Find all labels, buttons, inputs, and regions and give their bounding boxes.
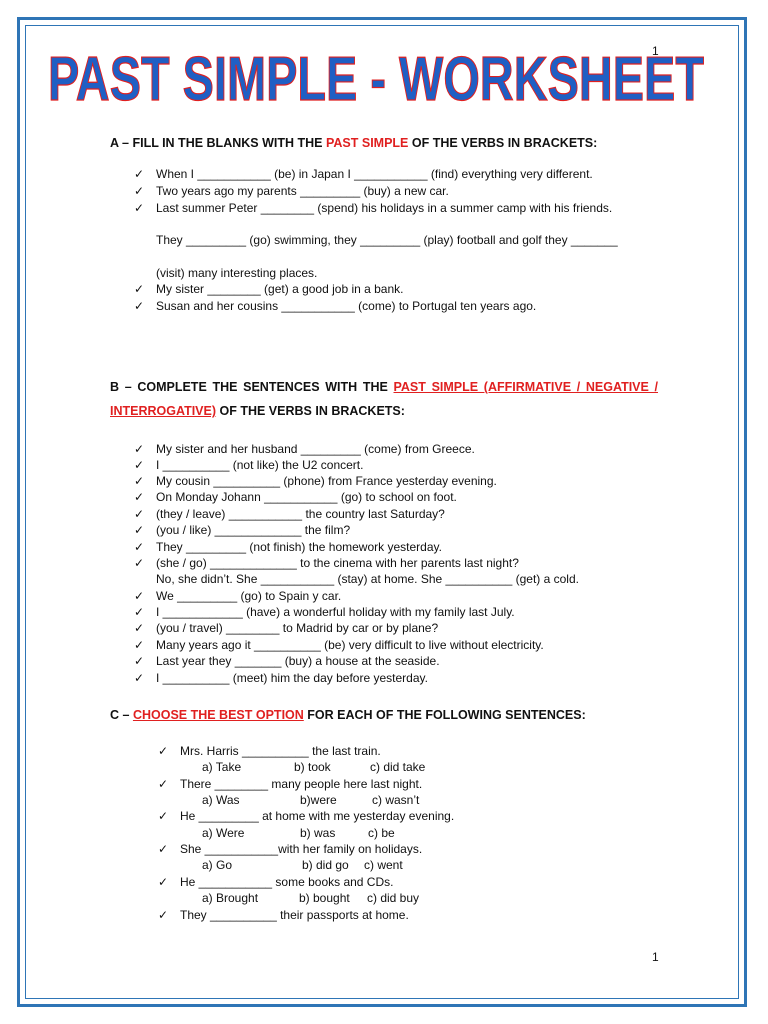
question: Mrs. Harris __________ the last train. [180,744,381,758]
title-text: PAST SIMPLE - WORKSHEET [48,50,705,106]
check-icon: ✓ [134,442,145,456]
check-icon: ✓ [134,458,145,472]
list-item-continuation: (visit) many interesting places. [156,266,318,280]
option-c: c) went [364,858,403,872]
option-c: c) did take [370,760,426,774]
question: She ___________with her family on holidays. [180,842,423,856]
section-a-highlight: PAST SIMPLE [325,136,409,150]
page-number-bottom: 1 [652,950,659,964]
check-icon: ✓ [134,605,145,619]
list-item: Many years ago it __________ (be) very difficult to live without electricity. [156,638,544,652]
question: He ___________ some books and CDs. [180,875,394,889]
check-icon: ✓ [134,282,145,296]
section-b-suffix: OF THE VERBS IN BRACKETS: [216,404,405,418]
list-item: (they / leave) ___________ the country last Saturday? [156,507,445,521]
page-title [44,50,708,106]
list-item: (you / travel) ________ to Madrid by car or by plane? [156,621,439,635]
section-c-highlight: CHOOSE THE BEST OPTION [132,708,304,722]
check-icon: ✓ [134,167,145,181]
list-item: Last summer Peter ________ (spend) his holidays in a summer camp with his friends. [156,201,613,215]
list-item: I __________ (not like) the U2 concert. [156,458,364,472]
check-icon: ✓ [158,777,169,791]
list-item: When I ___________ (be) in Japan I ___________ (find) everything very different. [156,167,593,181]
section-c-suffix: FOR EACH OF THE FOLLOWING SENTENCES: [303,708,586,722]
list-item: My sister ________ (get) a good job in a bank. [156,282,404,296]
check-icon: ✓ [134,490,145,504]
option-b: b) bought [299,891,350,905]
option-b: b)were [300,793,337,807]
check-icon: ✓ [134,474,145,488]
question: He _________ at home with me yesterday evening. [180,809,455,823]
section-a-suffix: OF THE VERBS IN BRACKETS: [408,136,598,150]
list-item: Susan and her cousins ___________ (come) to Portugal ten years ago. [156,299,537,313]
option-c: c) did buy [367,891,420,905]
list-item: We _________ (go) to Spain y car. [156,589,342,603]
section-b-highlight-1: PAST SIMPLE (AFFIRMATIVE / NEGATIVE / [393,380,658,394]
check-icon: ✓ [134,654,145,668]
option-a: a) Take [202,760,242,774]
list-item: My cousin __________ (phone) from France yesterday evening. [156,474,497,488]
section-b-heading-line2 [110,400,405,422]
section-b-heading-line1 [110,376,658,398]
check-icon: ✓ [134,621,145,635]
list-item: Two years ago my parents _________ (buy) a new car. [156,184,449,198]
check-icon: ✓ [134,589,145,603]
section-b-prefix: B – COMPLETE THE SENTENCES WITH THE [110,380,394,394]
check-icon: ✓ [134,507,145,521]
check-icon: ✓ [134,556,145,570]
page-number-top: 1 [652,44,659,58]
check-icon: ✓ [134,184,145,198]
check-icon: ✓ [158,842,169,856]
list-item-continuation: They _________ (go) swimming, they _________ (play) football and golf they _______ [156,233,618,247]
list-item: I __________ (meet) him the day before yesterday. [156,671,428,685]
check-icon: ✓ [134,299,145,313]
option-c: c) wasn’t [372,793,420,807]
option-a: a) Brought [202,891,259,905]
list-item: I ____________ (have) a wonderful holiday with my family last July. [156,605,515,619]
list-item: Last year they _______ (buy) a house at the seaside. [156,654,440,668]
section-b-highlight-2: INTERROGATIVE) [110,404,217,418]
list-item: On Monday Johann ___________ (go) to school on foot. [156,490,457,504]
option-a: a) Was [202,793,240,807]
check-icon: ✓ [158,809,169,823]
check-icon: ✓ [158,875,169,889]
question: There ________ many people here last night. [180,777,423,791]
check-icon: ✓ [134,638,145,652]
option-b: b) did go [302,858,349,872]
check-icon: ✓ [134,523,145,537]
list-item-continuation: No, she didn’t. She ___________ (stay) at home. She __________ (get) a cold. [156,572,579,586]
list-item: (you / like) _____________ the film? [156,523,351,537]
question: They __________ their passports at home. [180,908,409,922]
list-item: They _________ (not finish) the homework yesterday. [156,540,442,554]
option-a: a) Were [202,826,245,840]
check-icon: ✓ [134,540,145,554]
option-c: c) be [368,826,395,840]
check-icon: ✓ [134,201,145,215]
section-a-heading [110,132,597,154]
check-icon: ✓ [158,908,169,922]
option-a: a) Go [202,858,233,872]
check-icon: ✓ [158,744,169,758]
option-b: b) was [300,826,336,840]
section-a-prefix: A – FILL IN THE BLANKS WITH THE [110,136,326,150]
list-item: My sister and her husband _________ (come) from Greece. [156,442,475,456]
list-item: (she / go) _____________ to the cinema with her parents last night? [156,556,519,570]
section-c-heading [110,704,586,726]
option-b: b) took [294,760,331,774]
check-icon: ✓ [134,671,145,685]
section-c-prefix: C – [110,708,133,722]
